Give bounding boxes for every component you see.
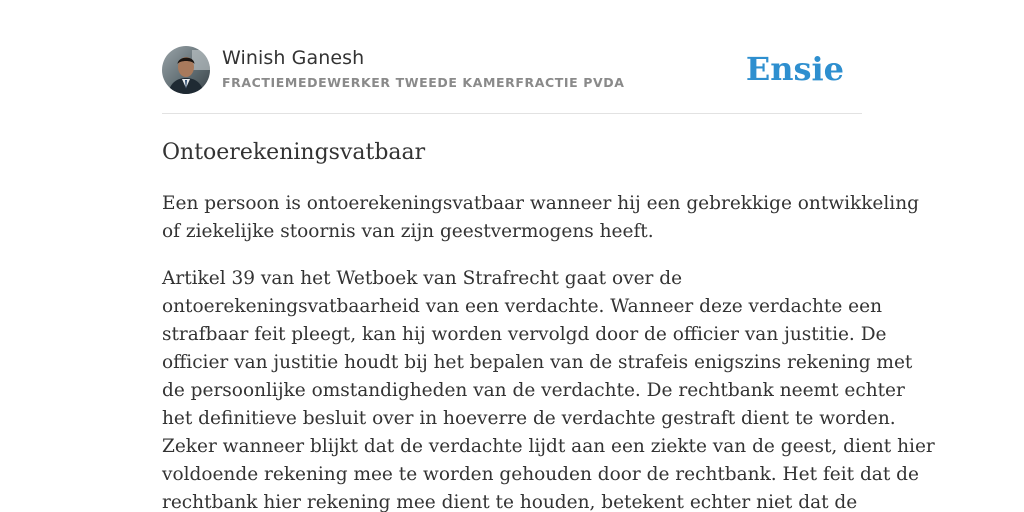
header-divider	[162, 113, 862, 114]
paragraph-line: voldoende rekening mee te worden gehouden door de rechtbank. Het feit dat de	[162, 464, 919, 485]
paragraph-line: ontoerekeningsvatbaarheid van een verdachte. Wanneer deze verdachte een	[162, 296, 882, 317]
ensie-logo[interactable]: Ensie	[745, 50, 844, 88]
author-avatar[interactable]	[162, 46, 210, 94]
article-paragraph	[162, 190, 919, 246]
author-name[interactable]: Winish Ganesh	[222, 47, 365, 69]
paragraph-line: de persoonlijke omstandigheden van de verdachte. De rechtbank neemt echter	[162, 380, 905, 401]
paragraph-line: Zeker wanneer blijkt dat de verdachte lijdt aan een ziekte van de geest, dient hier	[162, 436, 935, 457]
paragraph-line: Artikel 39 van het Wetboek van Strafrecht gaat over de	[162, 268, 683, 289]
person-avatar-icon	[162, 46, 210, 94]
paragraph-line: rechtbank hier rekening mee dient te houden, betekent echter niet dat de	[162, 492, 858, 512]
article-body	[162, 190, 935, 512]
article-paragraph	[162, 265, 935, 512]
paragraph-line: het definitieve besluit over in hoeverre de verdachte gestraft dient te worden.	[162, 408, 896, 429]
paragraph-line: officier van justitie houdt bij het bepalen van de strafeis enigszins rekening met	[162, 352, 913, 373]
author-role: FRACTIEMEDEWERKER TWEEDE KAMERFRACTIE PVDA	[222, 75, 625, 90]
article-title: Ontoerekeningsvatbaar	[162, 140, 426, 165]
paragraph-line: Een persoon is ontoerekeningsvatbaar wanneer hij een gebrekkige ontwikkeling	[162, 193, 919, 214]
paragraph-line: strafbaar feit pleegt, kan hij worden vervolgd door de officier van justitie. De	[162, 324, 887, 345]
author-header	[162, 46, 862, 96]
paragraph-line: of ziekelijke stoornis van zijn geestvermogens heeft.	[162, 221, 654, 242]
